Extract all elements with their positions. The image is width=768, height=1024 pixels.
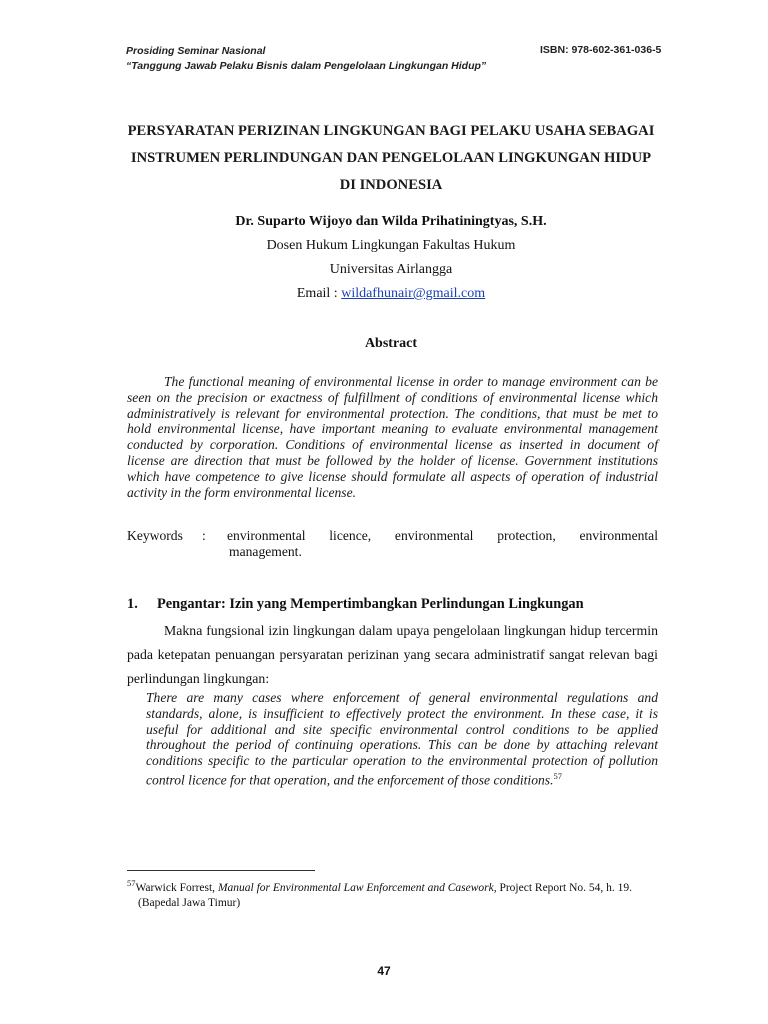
paper-title: [120, 118, 662, 199]
quote-text: There are many cases where enforcement of general environmental regulations and standards, alone, is insufficient to effectively protect the environment. In these case, it is useful for additional and site specific environmental control conditions to be applied throughout the period of continuing operations. This can be done by attaching relevant conditions specific to the particular operation to the environmental protection of pollution control licence for that operation, and the enforcement of those conditions.: [146, 690, 658, 788]
keywords: [127, 528, 658, 560]
abstract-text: The functional meaning of environmental license in order to manage environment can be seen on the precision or exactness of fulfillment of conditions of environmental license which administratively is relevant for environmental protection. The conditions, that must be met to hold environmental license, have important meaning to evaluate environmental management conducted by corporation. Conditions of environmental license as inserted in document of license are direction that must be followed by the holder of license. Government institutions which have competence to give license should formulate all aspects of operation of industrial activity in the form environmental license.: [127, 374, 658, 500]
author-affiliation: Dosen Hukum Lingkungan Fakultas Hukum: [266, 238, 516, 253]
author-university: Universitas Airlangga: [329, 262, 453, 277]
author-block: [120, 210, 662, 306]
keywords-continuation: management.: [229, 543, 302, 559]
page-number: 47: [377, 964, 391, 978]
section-heading: [127, 596, 658, 613]
section-number: 1.: [127, 596, 138, 612]
author-names: Dr. Suparto Wijoyo dan Wilda Prihatiningtyas, S.H.: [235, 214, 547, 229]
isbn: ISBN: 978-602-361-036-5: [540, 44, 662, 56]
footnote-title: Manual for Environmental Law Enforcement and Casework,: [217, 881, 497, 894]
email-label: Email :: [296, 286, 342, 301]
footnote-mark: 57: [127, 878, 136, 888]
keyword-word: protection,: [497, 528, 556, 543]
footnote-line: [127, 876, 658, 896]
keyword-word: environmental: [579, 528, 658, 543]
title-line: PERSYARATAN PERIZINAN LINGKUNGAN BAGI PELAKU USAHA SEBAGAI: [127, 123, 655, 139]
body-paragraph: Makna fungsional izin lingkungan dalam upaya pengelolaan lingkungan hidup tercermin pada ketepatan penuangan persyaratan perizinan yang secara administratif sangat relevan bagi perlindungan lingkungan:: [127, 623, 658, 686]
keywords-colon: :: [202, 528, 206, 543]
email-link[interactable]: wildafhunair@gmail.com: [341, 286, 486, 301]
keywords-label: Keywords: [127, 528, 183, 543]
footnote-details: Project Report No. 54, h. 19.: [496, 881, 633, 894]
title-line: INSTRUMEN PERLINDUNGAN DAN PENGELOLAAN LINGKUNGAN HIDUP: [130, 150, 652, 166]
footnote-separator: [127, 870, 315, 871]
keywords-head: [127, 528, 306, 544]
running-header: [126, 44, 486, 74]
abstract-heading: Abstract: [364, 336, 418, 351]
author-email-line: [120, 282, 662, 306]
footnote-line-2: (Bapedal Jawa Timur): [138, 896, 241, 909]
proceedings-name: Prosiding Seminar Nasional: [126, 45, 266, 57]
title-line: DI INDONESIA: [339, 177, 443, 193]
keywords-line: [127, 528, 658, 544]
keyword-word: environmental: [227, 528, 306, 543]
section-title: Pengantar: Izin yang Mempertimbangkan Perlindungan Lingkungan: [157, 596, 584, 612]
keyword-word: environmental: [394, 528, 474, 543]
seminar-theme: “Tanggung Jawab Pelaku Bisnis dalam Pengelolaan Lingkungan Hidup”: [126, 60, 487, 72]
keyword-word: licence,: [329, 528, 372, 543]
block-quote: [146, 690, 658, 788]
footnote-author: Warwick Forrest,: [135, 881, 218, 894]
footnote-reference[interactable]: 57: [553, 770, 562, 781]
footnote: [127, 876, 658, 911]
